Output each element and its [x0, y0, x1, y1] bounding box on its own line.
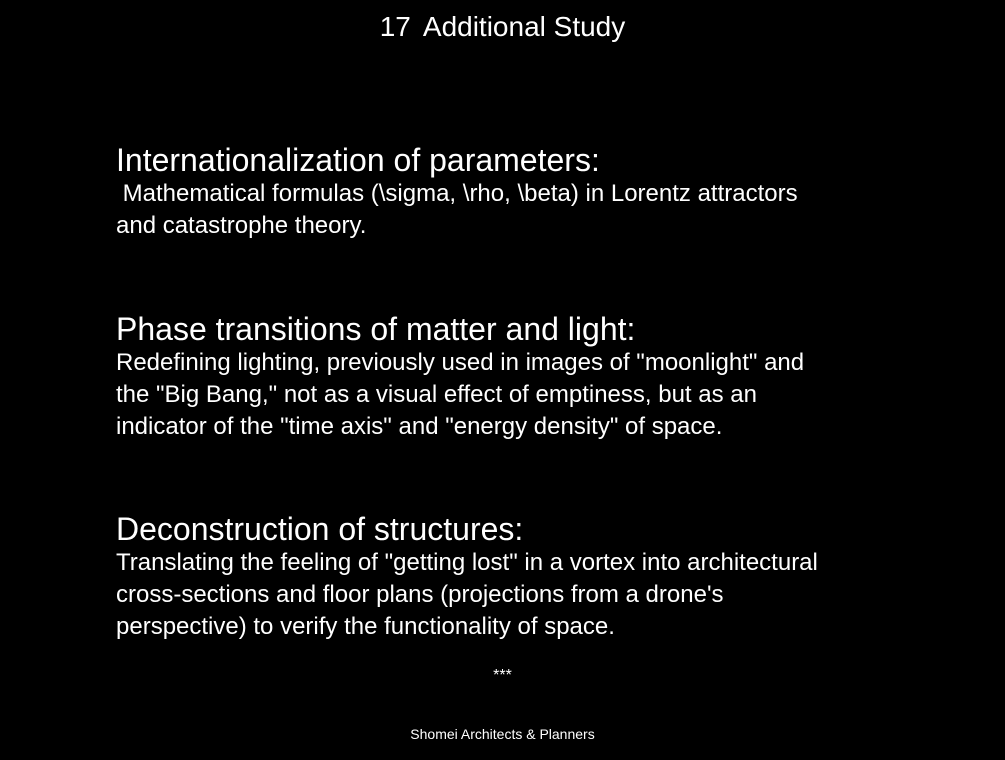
section-heading: Deconstruction of structures:: [116, 511, 524, 547]
slide-title-text: Additional Study: [422, 11, 626, 42]
slide-number: 17: [379, 11, 411, 42]
section-deconstruction: [116, 511, 936, 643]
body-line: Mathematical formulas (\sigma, \rho, \beta) in Lorentz attractors: [116, 180, 798, 207]
separator: ***: [493, 667, 512, 684]
section-body: [116, 178, 936, 242]
section-heading: Internationalization of parameters:: [116, 142, 600, 178]
section-body: [116, 347, 936, 443]
slide-title: [0, 10, 1005, 44]
section-body: [116, 547, 936, 643]
section-phase-transitions: [116, 311, 936, 443]
body-line: the "Big Bang," not as a visual effect of emptiness, but as an: [116, 381, 757, 408]
section-parameters: [116, 142, 936, 242]
body-line: Translating the feeling of "getting lost" in a vortex into architectural: [116, 549, 818, 576]
body-line: indicator of the "time axis" and "energy density" of space.: [116, 413, 723, 440]
body-line: cross-sections and floor plans (projections from a drone's: [116, 581, 724, 608]
body-line: and catastrophe theory.: [116, 212, 367, 239]
footer-credit: Shomei Architects & Planners: [410, 726, 595, 742]
body-line: Redefining lighting, previously used in images of "moonlight" and: [116, 349, 805, 376]
section-heading: Phase transitions of matter and light:: [116, 311, 636, 347]
body-line: perspective) to verify the functionality of space.: [116, 613, 615, 640]
